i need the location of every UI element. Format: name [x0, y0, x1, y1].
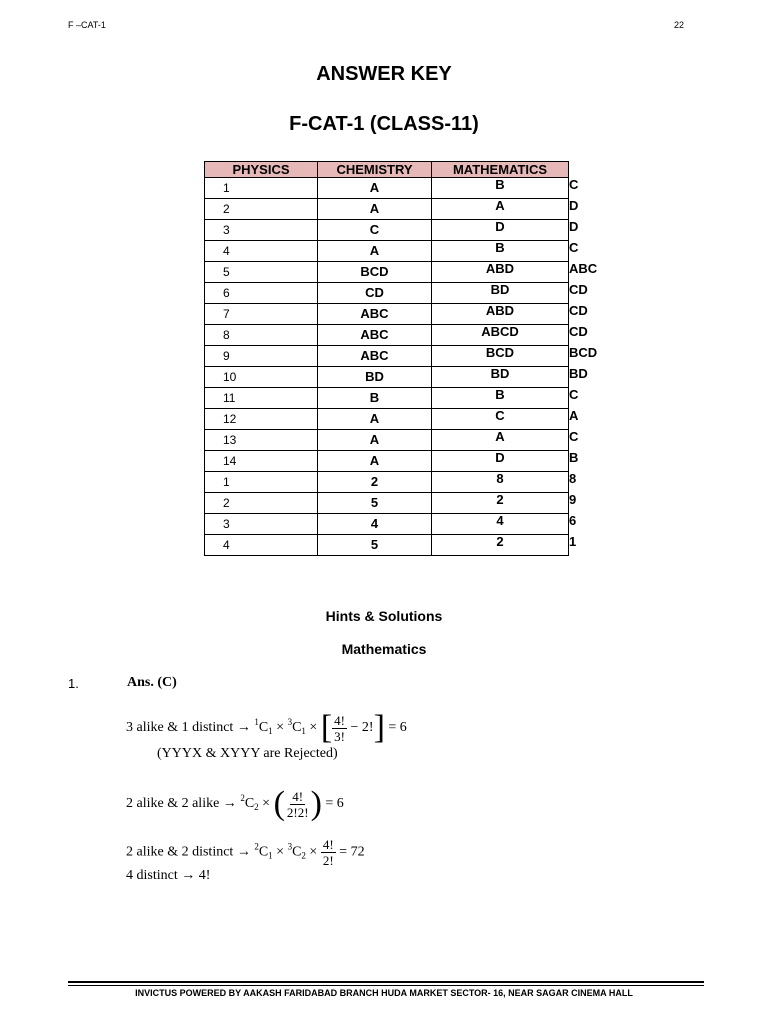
physics-answer-cell: A	[318, 451, 432, 472]
physics-answer-cell: ABC	[318, 346, 432, 367]
fraction-numerator: 4!	[322, 837, 334, 852]
result: = 6	[388, 720, 407, 736]
chemistry-answer-cell: ABD	[432, 304, 569, 325]
physics-answer-cell: 2	[318, 472, 432, 493]
times-sign: ×	[276, 720, 285, 736]
question-number-cell: 11	[205, 388, 318, 409]
question-number-cell: 4	[205, 535, 318, 556]
times-sign: ×	[262, 796, 271, 812]
chemistry-answer-cell: BD	[432, 367, 569, 388]
physics-answer-cell: A	[318, 241, 432, 262]
table-row: 7 ABC ABD CD	[205, 304, 569, 325]
line-4-text: 2 alike & 2 distinct →	[126, 844, 251, 860]
c1-subscript: 1	[268, 850, 273, 861]
line-3-text: 2 alike & 2 alike →	[126, 796, 237, 812]
chemistry-answer-cell: B	[432, 388, 569, 409]
right-paren: )	[310, 785, 322, 822]
left-bracket: [	[320, 709, 333, 746]
footer-rule-thick	[68, 981, 704, 983]
times-sign: ×	[309, 844, 318, 860]
question-number-cell: 10	[205, 367, 318, 388]
c-superscript: 2	[240, 793, 245, 804]
c1-superscript: 2	[254, 841, 259, 852]
question-number: 1.	[68, 676, 79, 691]
fraction-denominator: 2!	[322, 853, 334, 868]
chemistry-answer-cell: D	[432, 451, 569, 472]
answer-key-body	[205, 177, 598, 556]
physics-answer-cell: 5	[318, 493, 432, 514]
left-paren: (	[273, 785, 285, 822]
solution-line-4	[126, 837, 365, 868]
chemistry-answer-cell: BCD	[432, 346, 569, 367]
c2-subscript: 2	[301, 850, 306, 861]
solution-line-2: (YYYX & XYYY are Rejected)	[157, 746, 338, 761]
table-row: 1 2 8 8	[205, 472, 569, 493]
physics-answer-cell: ABC	[318, 325, 432, 346]
table-row: 4 5 2 1	[205, 535, 569, 556]
chemistry-answer-cell: ABCD	[432, 325, 569, 346]
result: = 72	[339, 844, 365, 860]
question-number-cell: 7	[205, 304, 318, 325]
table-row: 2 A A D	[205, 199, 569, 220]
c1-subscript: 1	[268, 726, 273, 737]
c2-superscript: 3	[287, 841, 293, 852]
page-title: ANSWER KEY	[316, 63, 452, 85]
question-number-cell: 1	[205, 472, 318, 493]
chemistry-answer-cell: 2	[432, 535, 569, 556]
chemistry-answer-cell: C	[432, 409, 569, 430]
table-row: 2 5 2 9	[205, 493, 569, 514]
running-header-left: F –CAT-1	[68, 20, 106, 30]
c1-symbol: C	[258, 720, 269, 736]
chemistry-answer-cell: A	[432, 199, 569, 220]
solution-line-1	[126, 711, 407, 745]
question-number-cell: 2	[205, 199, 318, 220]
right-bracket: ]	[373, 709, 385, 746]
page-subtitle: F-CAT-1 (CLASS-11)	[289, 113, 479, 135]
chemistry-answer-cell: A	[432, 430, 569, 451]
c2-symbol: C	[292, 720, 302, 736]
physics-answer-cell: 5	[318, 535, 432, 556]
fraction-numerator: 4!	[292, 788, 304, 804]
question-number-cell: 8	[205, 325, 318, 346]
question-number-cell: 3	[205, 514, 318, 535]
table-row: 5 BCD ABD ABC	[205, 262, 569, 283]
solution-line-3	[126, 787, 344, 821]
table-row: 1 A B C	[205, 178, 569, 199]
c2-subscript: 1	[301, 726, 306, 737]
physics-answer-cell: A	[318, 199, 432, 220]
answer-key-table	[204, 161, 598, 556]
question-number-cell: 3	[205, 220, 318, 241]
footer-rule-thin	[68, 985, 704, 986]
section-title: Hints & Solutions	[325, 608, 443, 624]
physics-answer-cell: ABC	[318, 304, 432, 325]
table-row: 3 4 4 6	[205, 514, 569, 535]
fraction-denominator: 2!2!	[286, 804, 309, 820]
physics-answer-cell: CD	[318, 283, 432, 304]
question-number-cell: 1	[205, 178, 318, 199]
table-row: 14 A D B	[205, 451, 569, 472]
table-row: 11 B B C	[205, 388, 569, 409]
fraction	[321, 837, 336, 868]
footer-text: INVICTUS POWERED BY AAKASH FARIDABAD BRANCH HUDA MARKET SECTOR- 16, NEAR SAGAR CINEMA HALL	[135, 988, 633, 998]
chemistry-answer-cell: 8	[432, 472, 569, 493]
times-sign: ×	[276, 844, 285, 860]
question-number-cell: 6	[205, 283, 318, 304]
physics-answer-cell: C	[318, 220, 432, 241]
question-number-cell: 9	[205, 346, 318, 367]
question-number-cell: 13	[205, 430, 318, 451]
solution-line-5: 4 distinct → 4!	[126, 868, 211, 883]
physics-answer-cell: BCD	[318, 262, 432, 283]
chemistry-answer-cell: D	[432, 220, 569, 241]
column-header-mathematics: MATHEMATICS	[432, 162, 569, 178]
times-sign: ×	[309, 720, 318, 736]
c-subscript: 2	[254, 802, 259, 813]
physics-answer-cell: A	[318, 178, 432, 199]
chemistry-answer-cell: B	[432, 178, 569, 199]
question-number-cell: 5	[205, 262, 318, 283]
fraction-denominator: 3!	[334, 728, 345, 744]
line-1-text: 3 alike & 1 distinct →	[126, 720, 251, 736]
column-header-chemistry: CHEMISTRY	[318, 162, 432, 178]
chemistry-answer-cell: BD	[432, 283, 569, 304]
chemistry-answer-cell: ABD	[432, 262, 569, 283]
page-number: 22	[674, 20, 685, 30]
result: = 6	[325, 796, 344, 812]
chemistry-answer-cell: 2	[432, 493, 569, 514]
fraction	[285, 789, 311, 820]
fraction-numerator: 4!	[334, 712, 345, 728]
answer-label: Ans. (C)	[127, 675, 177, 690]
table-row: 12 A C A	[205, 409, 569, 430]
question-number-cell: 4	[205, 241, 318, 262]
minus-term: − 2!	[350, 720, 374, 736]
question-number-cell: 2	[205, 493, 318, 514]
question-number-cell: 12	[205, 409, 318, 430]
physics-answer-cell: BD	[318, 367, 432, 388]
physics-answer-cell: B	[318, 388, 432, 409]
table-row: 6 CD BD CD	[205, 283, 569, 304]
c1-symbol: C	[258, 844, 269, 860]
table-row: 9 ABC BCD BCD	[205, 346, 569, 367]
table-row: 8 ABC ABCD CD	[205, 325, 569, 346]
table-row: 10 BD BD BD	[205, 367, 569, 388]
table-row: 4 A B C	[205, 241, 569, 262]
c1-superscript: 1	[254, 717, 259, 728]
c-symbol: C	[244, 796, 255, 812]
subject-title: Mathematics	[341, 641, 427, 657]
table-header-row	[205, 162, 569, 178]
chemistry-answer-cell: 4	[432, 514, 569, 535]
fraction	[332, 713, 347, 744]
column-header-physics: PHYSICS	[205, 162, 318, 178]
physics-answer-cell: A	[318, 409, 432, 430]
table-row: 3 C D D	[205, 220, 569, 241]
chemistry-answer-cell: B	[432, 241, 569, 262]
physics-answer-cell: 4	[318, 514, 432, 535]
table-row: 13 A A C	[205, 430, 569, 451]
physics-answer-cell: A	[318, 430, 432, 451]
question-number-cell: 14	[205, 451, 318, 472]
c2-symbol: C	[292, 844, 302, 860]
c2-superscript: 3	[287, 717, 293, 728]
